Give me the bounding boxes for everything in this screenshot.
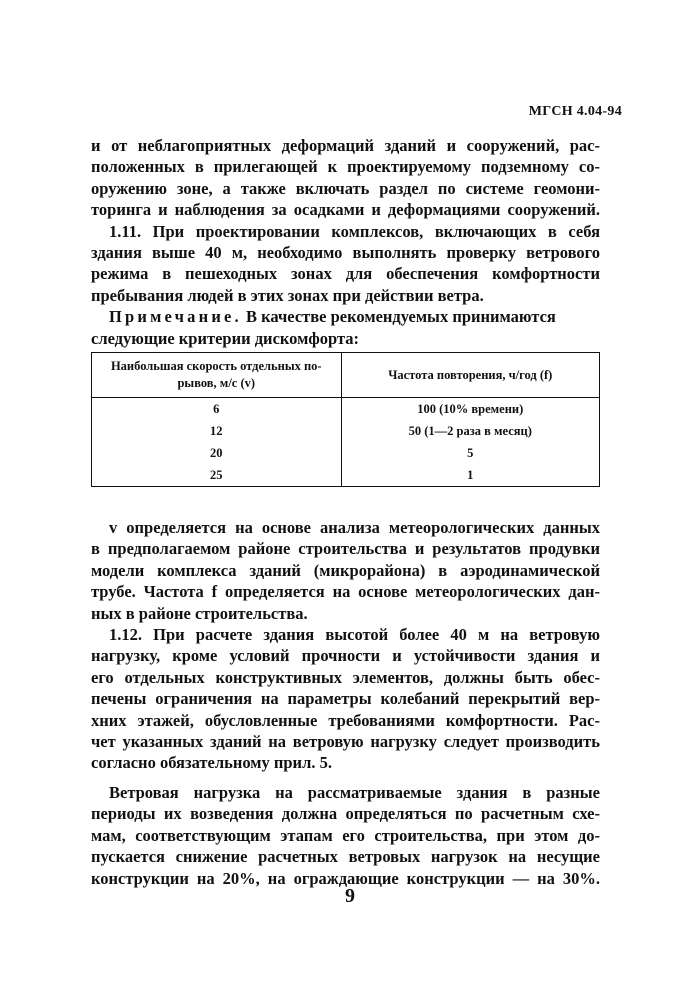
column-header-frequency: Частота повторения, ч/год (f) [341, 353, 599, 398]
cell-frequency: 5 [341, 442, 599, 464]
note-line [91, 306, 600, 327]
wind-discomfort-criteria-table [91, 352, 600, 487]
text-line: чет указанных зданий на ветровую нагрузку следует производить [91, 732, 600, 752]
text-line: ных в районе строительства. [91, 603, 308, 623]
text-line: мам, соответствующим этапам его строительства, при этом до- [91, 825, 600, 845]
text-line: пускается снижение расчетных ветровых нагрузок на несущие [91, 847, 600, 867]
text-line: пребывания людей в этих зонах при действии ветра. [91, 285, 484, 305]
paragraph-1-12-first-line: 1.12. При расчете здания высотой более 40 м на ветровую [109, 625, 600, 645]
table-header-row [92, 353, 600, 398]
cell-frequency: 1 [341, 464, 599, 487]
text-line: торинга и наблюдения за осадками и деформациями сооружений. [91, 200, 600, 220]
text-line: v определяется на основе анализа метеорологических данных [109, 518, 600, 537]
text-line: оружению зоне, а также включать раздел по системе геомони- [91, 178, 600, 198]
column-header-gust-speed: Наибольшая скорость отдельных по-рывов, м/с (v) [92, 353, 342, 398]
text-line: согласно обязательному прил. 5. [91, 753, 332, 773]
page-number: 9 [345, 885, 355, 907]
table-row [92, 464, 600, 487]
text-line: модели комплекса зданий (микрорайона) в аэродинамической [91, 560, 600, 580]
cell-frequency: 50 (1—2 раза в месяц) [341, 420, 599, 442]
text-line: печены ограничения на параметры колебаний перекрытий вер- [91, 689, 600, 709]
note-text: В качестве рекомендуемых принимаются [241, 307, 556, 327]
cell-gust-speed: 6 [92, 398, 342, 421]
text-line: хних этажей, обусловленные требованиями комфортности. Рас- [91, 710, 600, 730]
text-line: его отдельных конструктивных элементов, должны быть обес- [91, 667, 600, 687]
text-line: в предполагаемом районе строительства и результатов продувки [91, 539, 600, 559]
paragraph-wind-load-first-line: Ветровая нагрузка на рассматриваемые здания в разные [109, 782, 600, 802]
text-line: режима в пешеходных зонах для обеспечения комфортности [91, 264, 600, 284]
text-line: здания выше 40 м, необходимо выполнять проверку ветрового [91, 243, 600, 263]
text-line: трубе. Частота f определяется на основе метеорологических дан- [91, 582, 600, 602]
paragraph-1-11-first-line: 1.11. При проектировании комплексов, включающих в себя [109, 221, 600, 241]
table-row [92, 398, 600, 421]
text-line: конструкции на 20%, на ограждающие конструкции — на 30%. [91, 868, 600, 888]
text-line: нагрузку, кроме условий прочности и устойчивости здания и [91, 646, 600, 666]
table-row [92, 420, 600, 442]
text-line: положенных в прилегающей к проектируемому подземному со- [91, 157, 600, 177]
cell-frequency: 100 (10% времени) [341, 398, 599, 421]
text-line: периоды их возведения должна определяться по расчетным схе- [91, 804, 600, 824]
text-line: и от неблагоприятных деформаций зданий и сооружений, рас- [91, 136, 600, 155]
cell-gust-speed: 20 [92, 442, 342, 464]
cell-gust-speed: 12 [92, 420, 342, 442]
text-line: следующие критерии дискомфорта: [91, 328, 360, 348]
document-code-header: МГСН 4.04-94 [528, 104, 622, 119]
cell-gust-speed: 25 [92, 464, 342, 487]
note-label: Примечание. [109, 307, 242, 327]
table-row [92, 442, 600, 464]
text-block-after-table [91, 517, 600, 889]
text-block-before-table [91, 135, 600, 349]
